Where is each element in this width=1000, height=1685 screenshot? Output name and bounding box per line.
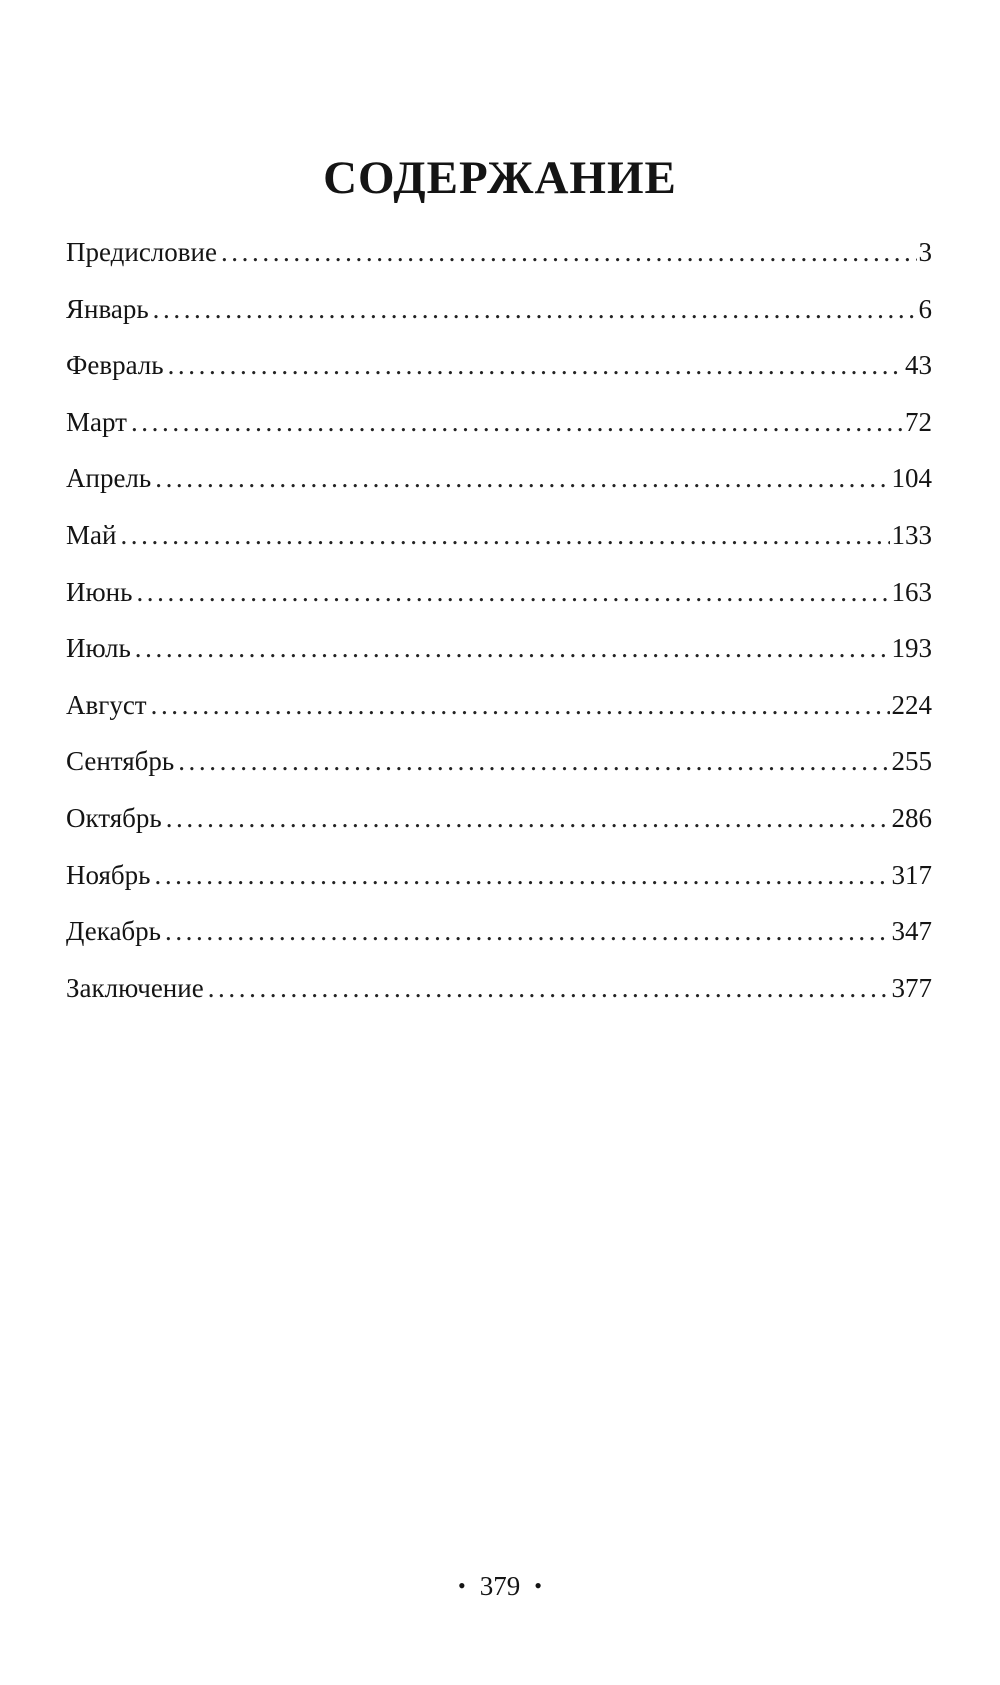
toc-entry-label: Сентябрь: [66, 746, 175, 777]
bullet-ornament-left: •: [458, 1573, 466, 1598]
toc-entry-page-number: 133: [891, 519, 932, 550]
toc-entry-label: Предисловие: [66, 237, 217, 267]
dot-leader: [178, 741, 889, 781]
bullet-ornament-right: •: [534, 1573, 542, 1598]
toc-entry-may: [66, 515, 932, 572]
page-number: 379: [479, 1571, 521, 1601]
dot-leader: [155, 458, 889, 498]
dot-leader: [135, 628, 890, 668]
dot-leader: [166, 798, 890, 838]
toc-entry-july: [66, 628, 932, 685]
dot-leader: [131, 402, 903, 442]
toc-entry-page-number: 377: [891, 972, 932, 1003]
toc-entry-march: [66, 402, 932, 459]
toc-entry-page-number: 43: [905, 350, 932, 381]
toc-entry-label: Август: [66, 689, 147, 720]
dot-leader: [153, 289, 917, 329]
dot-leader: [120, 515, 889, 555]
toc-entry-page-number: 3: [918, 237, 932, 267]
toc-entry-conclusion: [66, 968, 932, 1025]
toc-entry-page-number: 224: [891, 689, 932, 720]
toc-entry-page-number: 193: [891, 633, 932, 664]
toc-entry-page-number: 347: [891, 916, 932, 947]
toc-entry-page-number: 163: [891, 576, 932, 607]
toc-entry-label: Февраль: [66, 350, 164, 381]
toc-entry-august: [66, 685, 932, 742]
toc-entry-page-number: 6: [918, 293, 932, 324]
toc-entry-label: Июль: [66, 633, 131, 664]
toc-entry-label: Октябрь: [66, 802, 162, 833]
dot-leader: [154, 855, 889, 895]
toc-entry-june: [66, 572, 932, 629]
toc-entry-page-number: 104: [891, 463, 932, 494]
toc-entry-november: [66, 855, 932, 912]
toc-entry-page-number: 72: [905, 406, 932, 437]
dot-leader: [165, 911, 890, 951]
toc-entry-january: [66, 289, 932, 346]
dot-leader: [168, 345, 903, 385]
toc-entry-october: [66, 798, 932, 855]
toc-entry-preface: [66, 232, 932, 289]
toc-entry-page-number: 255: [891, 746, 932, 777]
table-of-contents: [66, 232, 932, 1024]
toc-entry-label: Апрель: [66, 463, 152, 494]
toc-entry-december: [66, 911, 932, 968]
dot-leader: [151, 685, 890, 725]
toc-entry-february: [66, 345, 932, 402]
dot-leader: [136, 572, 889, 612]
toc-entry-label: Январь: [66, 293, 149, 324]
toc-entry-label: Ноябрь: [66, 859, 151, 890]
page-number-footer: [0, 1566, 1000, 1606]
dot-leader: [221, 232, 917, 272]
toc-entry-label: Май: [66, 519, 117, 550]
toc-entry-page-number: 317: [891, 859, 932, 890]
toc-entry-april: [66, 458, 932, 515]
dot-leader: [208, 968, 890, 1008]
page-title: СОДЕРЖАНИЕ: [323, 152, 677, 204]
toc-entry-september: [66, 741, 932, 798]
toc-entry-label: Декабрь: [66, 916, 161, 947]
toc-entry-page-number: 286: [891, 802, 932, 833]
toc-entry-label: Заключение: [66, 972, 204, 1003]
toc-entry-label: Июнь: [66, 576, 133, 607]
toc-entry-label: Март: [66, 406, 127, 437]
